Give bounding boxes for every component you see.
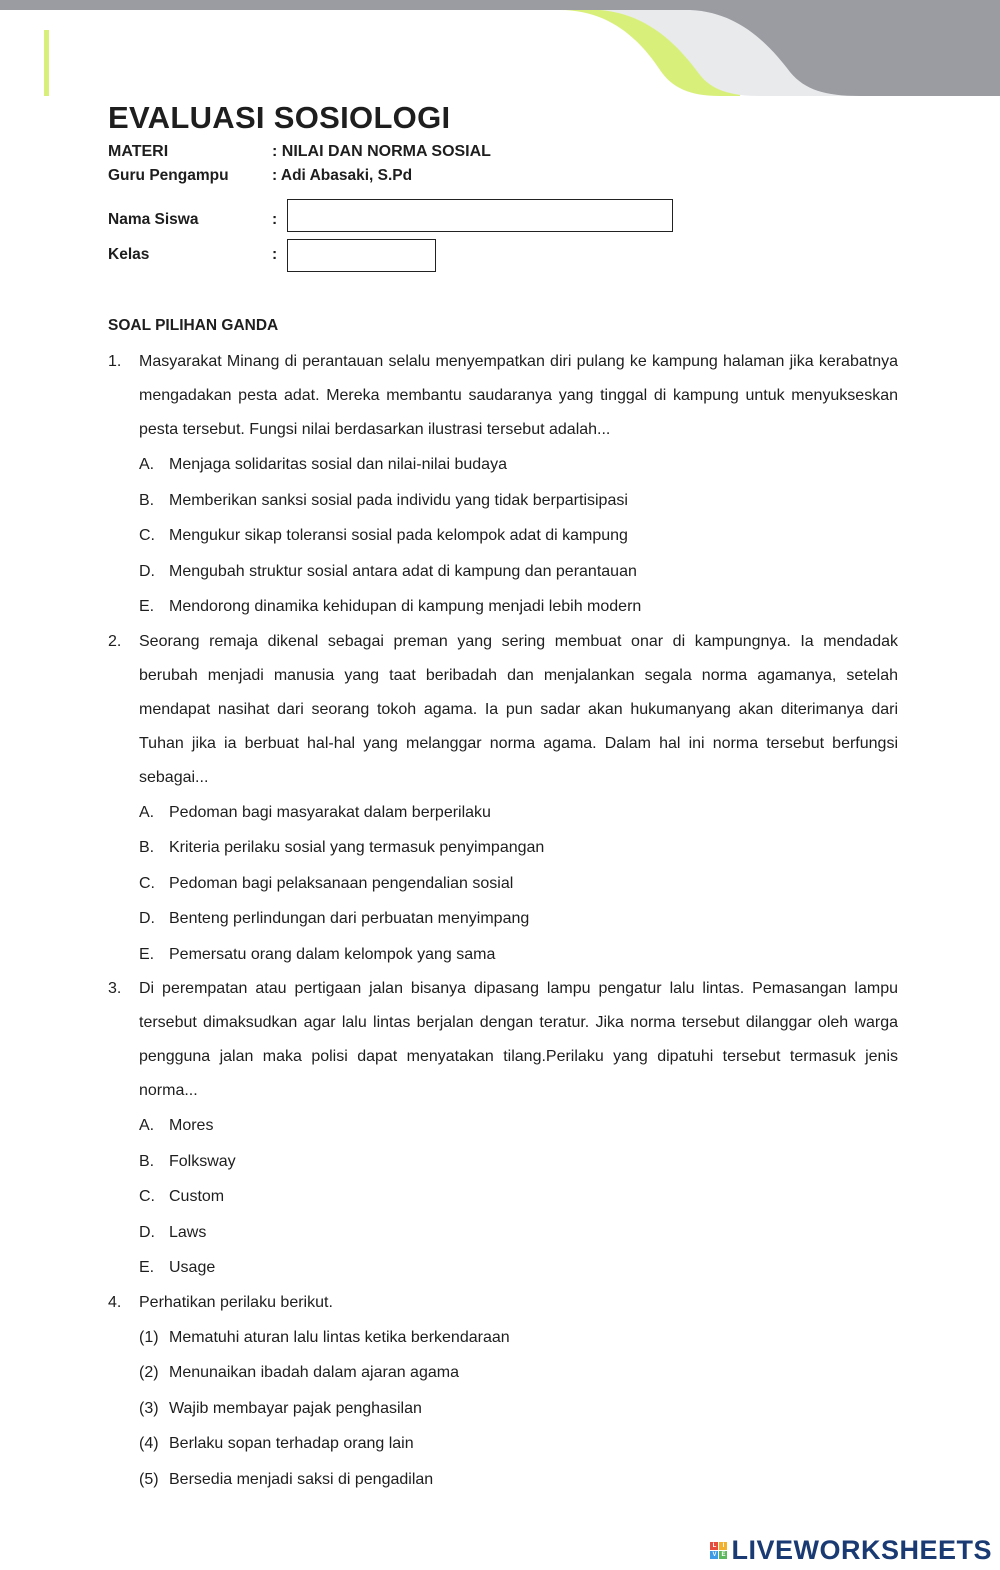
option-a[interactable] <box>139 795 898 831</box>
question-3 <box>108 972 898 1286</box>
guru-label: Guru Pengampu <box>108 167 229 184</box>
liveworksheets-logo <box>710 1535 992 1566</box>
option-text: Pedoman bagi pelaksanaan pengendalian sosial <box>169 874 514 892</box>
mark-letter: E <box>721 1552 726 1558</box>
question-text: Masyarakat Minang di perantauan selalu menyempatkan diri pulang ke kampung halaman jika kerabatnya mengadakan pesta adat. Mereka membantu saudaranya yang tinggal di kampung untuk menyukseskan pesta tersebut. Fungsi nilai berdasarkan ilustrasi tersebut adalah... <box>139 353 898 438</box>
option-text: Pemersatu orang dalam kelompok yang sama <box>169 945 496 963</box>
statement-text: Menunaikan ibadah dalam ajaran agama <box>169 1364 459 1381</box>
option-label: A. <box>139 1117 155 1134</box>
statement-4 <box>139 1426 898 1462</box>
header-decoration <box>0 0 1000 100</box>
option-text: Benteng perlindungan dari perbuatan menyimpang <box>169 910 530 927</box>
section-title: SOAL PILIHAN GANDA <box>108 317 279 334</box>
question-list <box>108 345 898 1497</box>
option-label: A. <box>139 803 155 821</box>
statement-2 <box>139 1355 898 1391</box>
option-a[interactable] <box>139 447 898 483</box>
option-text: Usage <box>169 1259 216 1276</box>
option-d[interactable] <box>139 554 898 590</box>
option-label: E. <box>139 1259 155 1276</box>
nama-label: Nama Siswa <box>108 211 199 228</box>
question-number: 1. <box>108 353 122 370</box>
liveworksheets-mark-icon <box>710 1542 727 1559</box>
kelas-input[interactable] <box>287 239 436 272</box>
question-text: Perhatikan perilaku berikut. <box>139 1293 333 1311</box>
option-b[interactable] <box>139 483 898 519</box>
option-label: C. <box>139 1188 155 1205</box>
left-accent-bar <box>44 30 49 96</box>
option-text: Pedoman bagi masyarakat dalam berperilaku <box>169 803 491 821</box>
statement-text: Wajib membayar pajak penghasilan <box>169 1399 422 1417</box>
statement-1 <box>139 1320 898 1356</box>
option-label: B. <box>139 839 155 856</box>
question-text: Seorang remaja dikenal sebagai preman yang sering membuat onar di kampungnya. Ia mendadak berubah menjadi manusia yang taat beribadah dan menjalankan segala norma agamanya, setelah mendapat nasihat dari seorang tokoh agama. Ia pun sadar akan hukumanyang akan diterimanya dari Tuhan jika ia berbuat hal-hal yang melanggar norma agama. Dalam hal ini norma tersebut berfungsi sebagai... <box>139 632 898 786</box>
option-d[interactable] <box>139 1215 898 1251</box>
guru-value: : Adi Abasaki, S.Pd <box>272 167 413 184</box>
brand-name: LIVEWORKSHEETS <box>731 1535 992 1565</box>
option-c[interactable] <box>139 518 898 554</box>
statement-label: (4) <box>139 1435 159 1452</box>
question-2 <box>108 625 898 973</box>
option-label: C. <box>139 874 155 892</box>
option-e[interactable] <box>139 937 898 973</box>
nama-siswa-input[interactable] <box>287 199 673 232</box>
question-text: Di perempatan atau pertigaan jalan bisanya dipasang lampu pengatur lalu lintas. Pemasangan lampu tersebut dimaksudkan agar lalu lintas berjalan dengan teratur. Jika norma tersebut dilanggar oleh warga pengguna jalan maka polisi dapat menyatakan tilang.Perilaku yang dipatuhi tersebut termasuk jenis norma... <box>139 980 898 1099</box>
materi-label: MATERI <box>108 143 169 160</box>
option-b[interactable] <box>139 830 898 866</box>
option-c[interactable] <box>139 1179 898 1215</box>
option-c[interactable] <box>139 866 898 902</box>
statement-label: (3) <box>139 1399 159 1417</box>
header-top-bar <box>0 0 1000 10</box>
question-4 <box>108 1286 898 1498</box>
statement-text: Berlaku sopan terhadap orang lain <box>169 1435 414 1452</box>
mark-letter: L <box>710 1542 718 1550</box>
question-number: 2. <box>108 632 122 650</box>
option-label: C. <box>139 527 155 544</box>
option-label: B. <box>139 1152 155 1170</box>
option-text: Laws <box>169 1223 207 1241</box>
kelas-label: Kelas <box>108 246 150 263</box>
option-label: A. <box>139 456 155 473</box>
page-title: EVALUASI SOSIOLOGI <box>108 100 451 135</box>
statement-3 <box>139 1391 898 1427</box>
statement-label: (1) <box>139 1328 159 1346</box>
mark-letter: V <box>712 1552 717 1558</box>
option-label: D. <box>139 910 155 927</box>
option-e[interactable] <box>139 589 898 625</box>
option-e[interactable] <box>139 1250 898 1286</box>
option-label: E. <box>139 945 155 963</box>
mark-letter: I <box>719 1542 727 1550</box>
question-number: 4. <box>108 1293 122 1311</box>
option-label: D. <box>139 562 155 580</box>
question-number: 3. <box>108 980 122 997</box>
option-text: Mores <box>169 1117 214 1134</box>
statement-label: (5) <box>139 1470 159 1488</box>
question-1 <box>108 345 898 625</box>
option-text: Mengukur sikap toleransi sosial pada kelompok adat di kampung <box>169 527 628 544</box>
nama-colon: : <box>272 211 278 228</box>
statement-label: (2) <box>139 1364 159 1381</box>
materi-value: : NILAI DAN NORMA SOSIAL <box>272 143 491 160</box>
option-text: Custom <box>169 1188 225 1205</box>
option-text: Kriteria perilaku sosial yang termasuk penyimpangan <box>169 839 545 856</box>
option-text: Menjaga solidaritas sosial dan nilai-nilai budaya <box>169 456 507 473</box>
option-d[interactable] <box>139 901 898 937</box>
option-text: Folksway <box>169 1152 236 1170</box>
option-a[interactable] <box>139 1108 898 1144</box>
statement-text: Bersedia menjadi saksi di pengadilan <box>169 1470 434 1488</box>
statement-5 <box>139 1462 898 1498</box>
option-label: D. <box>139 1223 155 1241</box>
option-text: Mendorong dinamika kehidupan di kampung menjadi lebih modern <box>169 598 642 615</box>
option-text: Mengubah struktur sosial antara adat di kampung dan perantauan <box>169 562 637 580</box>
option-label: E. <box>139 598 155 615</box>
kelas-colon: : <box>272 246 278 263</box>
option-b[interactable] <box>139 1144 898 1180</box>
option-label: B. <box>139 491 155 509</box>
option-text: Memberikan sanksi sosial pada individu yang tidak berpartisipasi <box>169 491 628 509</box>
statement-text: Mematuhi aturan lalu lintas ketika berkendaraan <box>169 1328 510 1346</box>
